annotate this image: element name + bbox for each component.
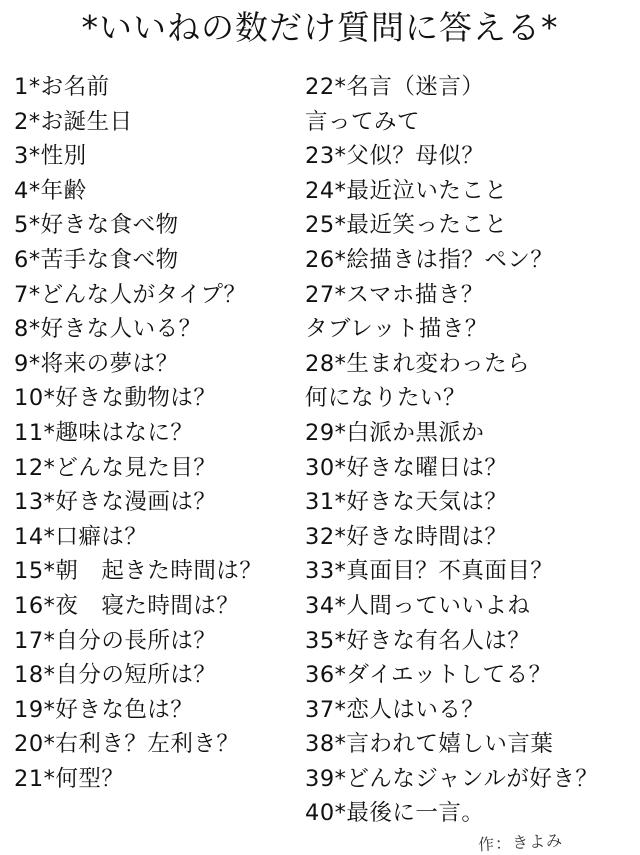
- question-item: 3*性別: [14, 143, 87, 170]
- question-list-left: [14, 70, 304, 796]
- question-item: 16*夜 寝た時間は？: [14, 592, 240, 619]
- question-item: 22*名言（迷言）: [305, 74, 485, 100]
- question-item: 12*どんな見た目？: [14, 454, 217, 481]
- question-item: 24*最近泣いたこと: [305, 177, 508, 204]
- question-item: 5*好きな食べ物: [14, 212, 179, 239]
- question-item: 6*苦手な食べ物: [14, 246, 179, 273]
- question-item: 15*朝 起きた時間は？: [14, 558, 263, 585]
- question-item: 19*好きな色は？: [14, 696, 194, 723]
- question-item: 34*人間っていいよね: [305, 592, 531, 619]
- question-item: 7*どんな人がタイプ？: [14, 281, 247, 308]
- question-item: 11*趣味はなに？: [14, 419, 194, 446]
- question-item: 36*ダイエットしてる？: [305, 662, 552, 689]
- question-item: 17*自分の長所は？: [14, 627, 217, 654]
- question-item: 何になりたい？: [305, 385, 467, 412]
- question-item: 31*好きな天気は？: [305, 489, 508, 516]
- question-item: 38*言われて嬉しい言葉: [305, 731, 554, 758]
- question-item: 28*生まれ変わったら: [305, 350, 531, 377]
- question-item: 20*右利き？左利き？: [14, 731, 240, 758]
- question-item: 18*自分の短所は？: [14, 662, 217, 689]
- page-title: *いいねの数だけ質問に答える*: [81, 8, 559, 47]
- question-item: 2*お誕生日: [14, 108, 133, 135]
- question-item: 13*好きな漫画は？: [14, 489, 217, 516]
- question-item: 33*真面目？不真面目？: [305, 558, 554, 585]
- question-item: 30*好きな曜日は？: [305, 454, 508, 481]
- question-item: 10*好きな動物は？: [14, 385, 217, 412]
- question-item: 27*スマホ描き？: [305, 281, 484, 308]
- author-signature: 作：きよみ: [477, 830, 564, 855]
- question-item: 9*将来の夢は？: [14, 350, 179, 377]
- question-item: 35*好きな有名人は？: [305, 627, 531, 654]
- question-item: 40*最後に一言。: [305, 800, 485, 827]
- question-item: タブレット描き？: [305, 316, 488, 343]
- question-item: 4*年齢: [14, 177, 87, 204]
- question-item: 29*白派か黒派か: [305, 419, 485, 446]
- question-item: 23*父似？母似？: [305, 143, 485, 170]
- question-item: 26*絵描きは指？ペン？: [305, 246, 554, 273]
- question-item: 21*何型？: [14, 765, 125, 792]
- question-item: 14*口癖は？: [14, 523, 148, 550]
- question-item: 1*お名前: [14, 74, 110, 100]
- question-list-right: [305, 70, 640, 831]
- question-item: 32*好きな時間は？: [305, 523, 508, 550]
- question-item: 言ってみて: [305, 108, 421, 135]
- question-item: 25*最近笑ったこと: [305, 212, 508, 239]
- question-item: 39*どんなジャンルが好き？: [305, 765, 599, 792]
- question-item: 37*恋人はいる？: [305, 696, 485, 723]
- question-item: 8*好きな人いる？: [14, 316, 202, 343]
